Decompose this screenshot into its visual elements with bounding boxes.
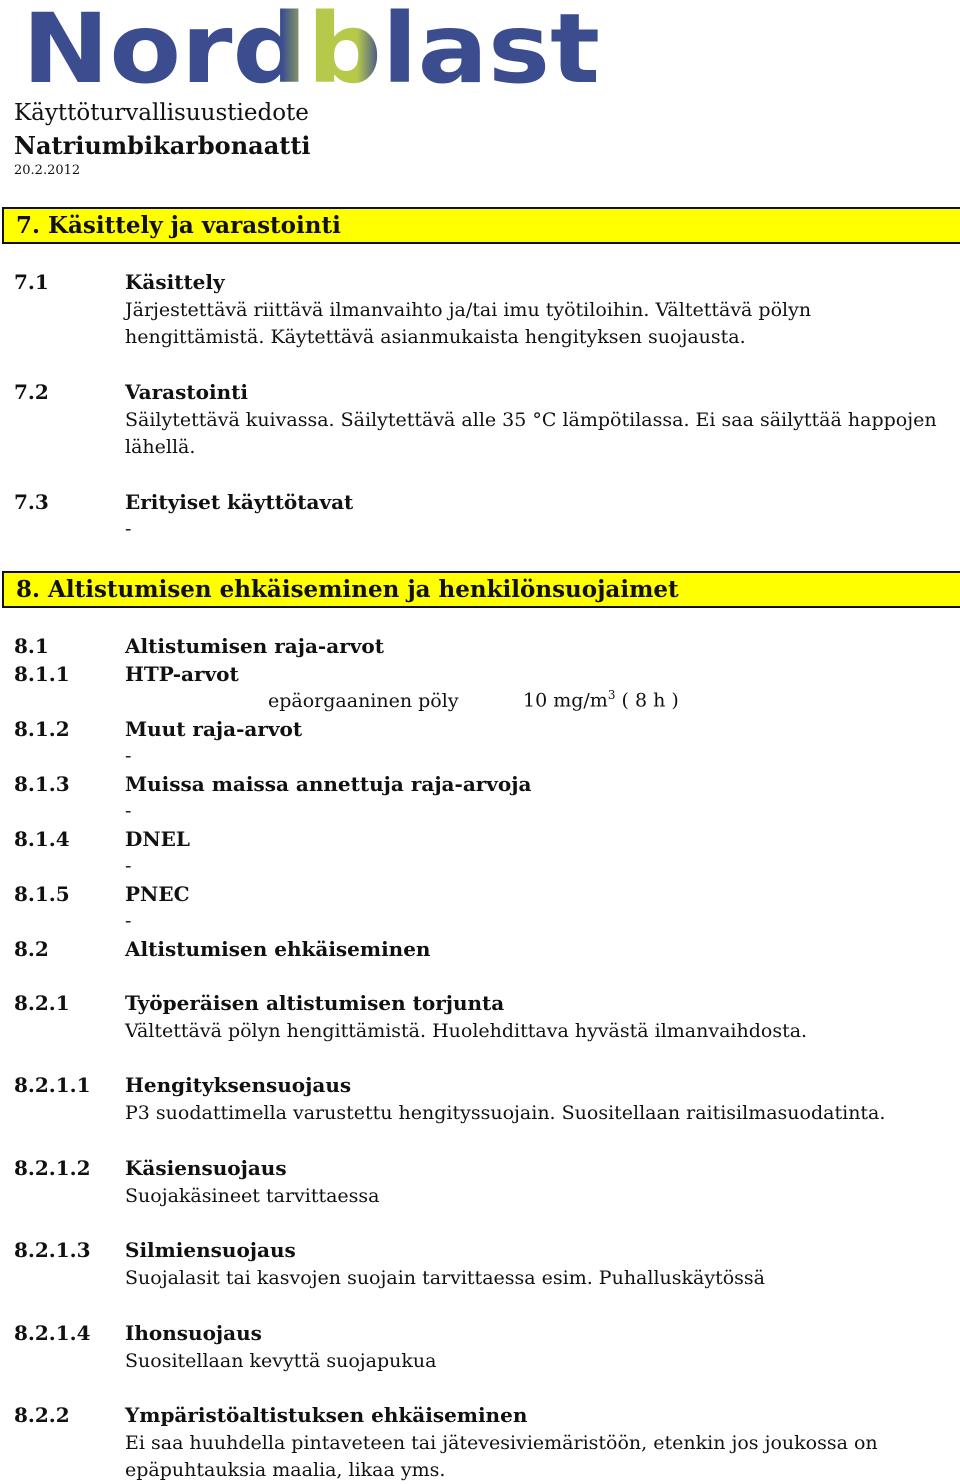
section-heading: Muut raja-arvot	[125, 717, 303, 741]
section-heading: Käsittely	[125, 270, 225, 294]
section-heading: Käsiensuojaus	[125, 1156, 287, 1180]
section-7-band: 7. Käsittely ja varastointi	[2, 207, 960, 244]
section-text: Järjestettävä riittävä ilmanvaihto ja/tai imu työtiloihin. Vältettävä pölyn hengittämistä. Käytettävä asianmukaista hengityksen suojausta.	[125, 299, 812, 348]
section-heading: HTP-arvot	[125, 662, 239, 686]
section-8-band: 8. Altistumisen ehkäiseminen ja henkilönsuojaimet	[2, 571, 960, 608]
htp-substance: epäorgaaninen pöly	[268, 690, 459, 712]
section-text: -	[125, 745, 132, 767]
section-num: 8.2.1.1	[14, 1073, 91, 1097]
logo-text: Nordblast	[22, 6, 600, 90]
section-heading: Hengityksensuojaus	[125, 1073, 352, 1097]
section-num: 7.3	[14, 490, 49, 514]
section-num: 8.2.2	[14, 1403, 70, 1427]
section-heading: Ihonsuojaus	[125, 1321, 262, 1345]
section-heading: DNEL	[125, 827, 190, 851]
section-num: 8.1.4	[14, 827, 70, 851]
section-text: Suojakäsineet tarvittaessa	[125, 1185, 380, 1207]
section-num: 7.2	[14, 380, 49, 404]
section-text: Säilytettävä kuivassa. Säilytettävä alle 35 °C lämpötilassa. Ei saa säilyttää happojen lähellä.	[125, 409, 937, 458]
section-num: 8.1.3	[14, 772, 70, 796]
section-heading: Työperäisen altistumisen torjunta	[125, 991, 505, 1015]
section-text: -	[125, 800, 132, 822]
section-heading: Ympäristöaltistuksen ehkäiseminen	[125, 1403, 528, 1427]
section-text: -	[125, 518, 132, 540]
section-text: Vältettävä pölyn hengittämistä. Huolehdittava hyvästä ilmanvaihdosta.	[125, 1020, 808, 1042]
section-text: Suositellaan kevyttä suojapukua	[125, 1350, 437, 1372]
section-text: -	[125, 855, 132, 877]
section-heading: Altistumisen ehkäiseminen	[125, 937, 431, 961]
section-text: -	[125, 910, 132, 932]
htp-value: 10 $mg/m^3$ ( 8 h )	[523, 688, 679, 712]
section-heading: Erityiset käyttötavat	[125, 490, 354, 514]
nordblast-logo	[22, 6, 602, 90]
section-num: 8.2.1.4	[14, 1321, 91, 1345]
section-num: 8.1.1	[14, 662, 70, 686]
section-num: 8.2.1	[14, 991, 70, 1015]
section-num: 8.2.1.2	[14, 1156, 91, 1180]
section-text: Ei saa huuhdella pintaveteen tai jätevesiviemäristöön, etenkin jos joukossa on epäpuhtauksia maalia, likaa yms.	[125, 1432, 878, 1481]
document-title: Käyttöturvallisuustiedote	[14, 100, 309, 126]
section-text: P3 suodattimella varustettu hengityssuojain. Suositellaan raitisilmasuodatinta.	[125, 1102, 886, 1124]
document-date: 20.2.2012	[14, 163, 81, 178]
section-num: 8.2.1.3	[14, 1238, 91, 1262]
section-num: 8.1.2	[14, 717, 70, 741]
section-heading: Muissa maissa annettuja raja-arvoja	[125, 772, 532, 796]
section-heading: PNEC	[125, 882, 190, 906]
section-heading: Silmiensuojaus	[125, 1238, 296, 1262]
section-num: 8.2	[14, 937, 49, 961]
section-num: 7.1	[14, 270, 49, 294]
section-num: 8.1.5	[14, 882, 70, 906]
section-heading: Altistumisen raja-arvot	[125, 634, 384, 658]
section-text: Suojalasit tai kasvojen suojain tarvittaessa esim. Puhalluskäytössä	[125, 1267, 766, 1289]
section-num: 8.1	[14, 634, 49, 658]
section-heading: Varastointi	[125, 380, 248, 404]
product-name: Natriumbikarbonaatti	[14, 131, 311, 160]
